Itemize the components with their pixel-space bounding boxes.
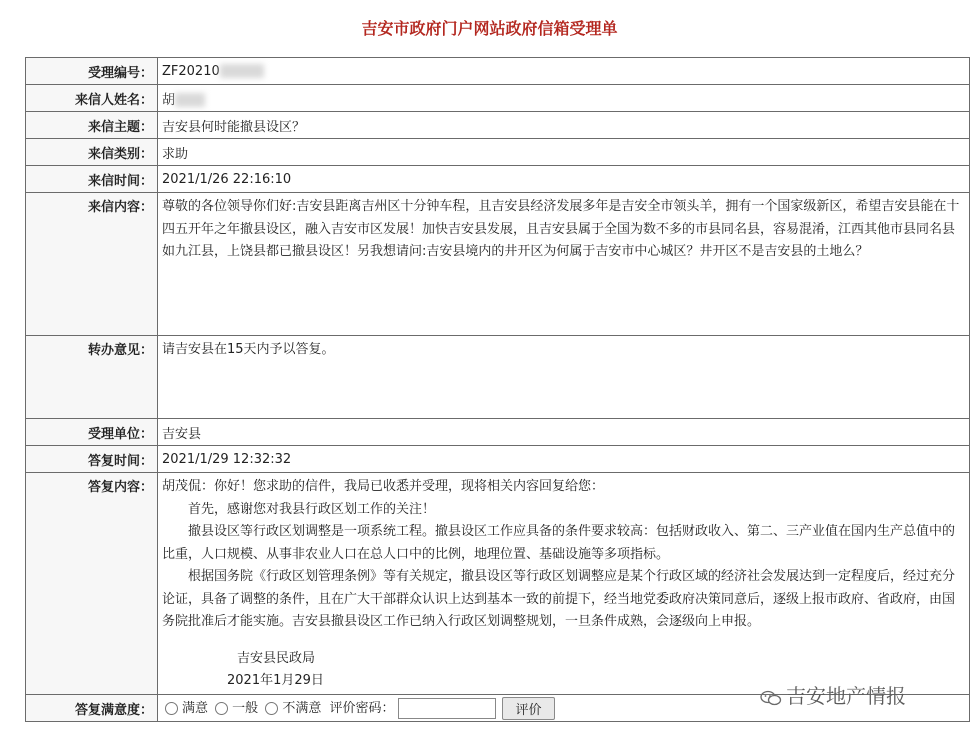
id-value: ZF20210 [162, 63, 220, 79]
content-label: 来信内容： [26, 193, 158, 336]
name-value-cell [158, 85, 970, 112]
row-unit [26, 419, 970, 446]
row-reply [26, 473, 970, 695]
radio-average-label[interactable]: 一般 [232, 700, 259, 716]
subject-label: 来信主题： [26, 112, 158, 139]
category-label: 来信类别： [26, 139, 158, 166]
row-id [26, 58, 970, 85]
watermark [760, 680, 906, 709]
unit-value: 吉安县 [158, 419, 970, 446]
opinion-label: 转办意见： [26, 336, 158, 419]
satisfaction-label: 答复满意度： [26, 695, 158, 722]
id-label: 受理编号： [26, 58, 158, 85]
password-label: 评价密码： [329, 700, 395, 716]
reply-content [158, 473, 970, 695]
subject-value: 吉安县何时能撤县设区？ [158, 112, 970, 139]
time-value: 2021/1/26 22:16:10 [158, 166, 970, 193]
row-content [26, 193, 970, 336]
radio-unsatisfied[interactable] [265, 702, 278, 715]
wechat-icon [760, 690, 782, 706]
reply-paragraph: 根据国务院《行政区划管理条例》等有关规定，撤县设区等行政区划调整应是某个行政区域的经济社会发展达到一定程度后，经过充分论证，具备了调整的条件，且在广大干部群众认识上达到基本一致的前提下，经当地党委政府决策同意后，逐级上报市政府、省政府，由国务院批准后才能实施。吉安县撤县设区工作已纳入行政区划调整规划，一旦条件成熟，会逐级向上申报。 [162, 569, 956, 629]
reply-paragraph: 撤县设区等行政区划调整是一项系统工程。撤县设区工作应具备的条件要求较高：包括财政收入、第二、三产业值在国内生产总值中的比重，人口规模、从事非农业人口在总人口中的比例，地理位置、基础设施等多项指标。 [162, 524, 956, 562]
submit-rating-button[interactable]: 评价 [502, 697, 554, 720]
name-label: 来信人姓名： [26, 85, 158, 112]
row-reply-time [26, 446, 970, 473]
radio-unsatisfied-label[interactable]: 不满意 [282, 700, 322, 716]
id-value-cell [158, 58, 970, 85]
radio-satisfied[interactable] [165, 702, 178, 715]
reply-greeting: 胡茂侃：你好！您求助的信件，我局已收悉并受理，现将相关内容回复给您： [162, 479, 605, 494]
radio-average[interactable] [215, 702, 228, 715]
reply-time-value: 2021/1/29 12:32:32 [158, 446, 970, 473]
reply-signature: 吉安县民政局 [237, 650, 316, 666]
reply-paragraph: 首先，感谢您对我县行政区划工作的关注！ [188, 501, 436, 517]
row-time [26, 166, 970, 193]
opinion-value: 请吉安县在15天内予以答复。 [158, 336, 970, 419]
row-opinion [26, 336, 970, 419]
unit-label: 受理单位： [26, 419, 158, 446]
reply-time-label: 答复时间： [26, 446, 158, 473]
name-value: 胡 [162, 92, 176, 108]
reply-label: 答复内容： [26, 473, 158, 695]
row-subject [26, 112, 970, 139]
category-value: 求助 [158, 139, 970, 166]
reply-date: 2021年1月29日 [227, 672, 324, 688]
radio-satisfied-label[interactable]: 满意 [182, 700, 209, 716]
redacted-mask [175, 93, 205, 107]
time-label: 来信时间： [26, 166, 158, 193]
letter-form-table [25, 57, 970, 722]
password-input[interactable] [398, 698, 496, 719]
watermark-text: 吉安地产情报 [786, 684, 906, 708]
row-name [26, 85, 970, 112]
content-value: 尊敬的各位领导你们好:吉安县距离吉州区十分钟车程，且吉安县经济发展多年是吉安全市领头羊，拥有一个国家级新区，希望吉安县能在十四五开年之年撤县设区，融入吉安市区发展！加快吉安县发展，且吉安县属于全国为数不多的市县同名县，容易混淆，江西其他市县同名县如九江县，上饶县都已撤县设区！另我想请问:吉安县境内的井开区为何属于吉安市中心城区？井开区不是吉安县的土地么？ [158, 193, 970, 336]
row-category [26, 139, 970, 166]
redacted-mask [220, 64, 264, 78]
page-title: 吉安市政府门户网站政府信箱受理单 [361, 19, 618, 38]
